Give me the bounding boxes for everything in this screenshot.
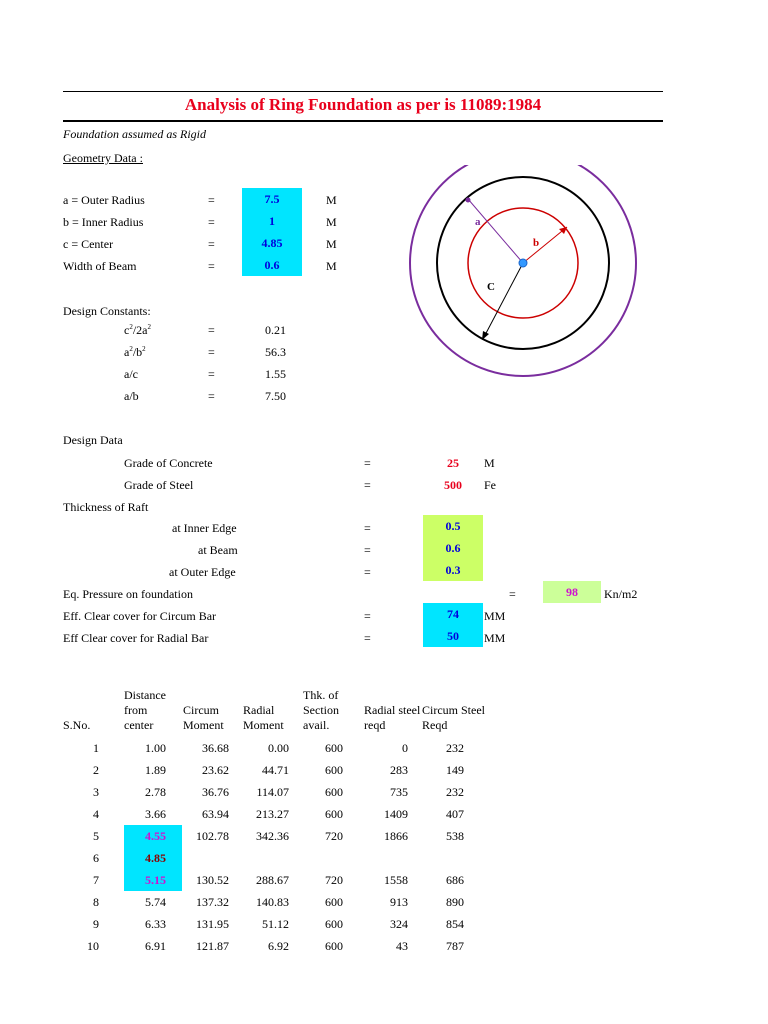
beam-thickness-value[interactable]: 0.6 [423,537,483,559]
table-cell-csteel: 407 [446,807,464,821]
constant-value: 0.21 [265,323,286,337]
table-cell-thk: 600 [325,763,343,777]
table-cell-csteel: 232 [446,785,464,799]
table-cell-sno: 7 [93,873,99,887]
header-radial-moment: Radial Moment [243,703,284,732]
table-cell-radial: 140.83 [256,895,289,909]
label-b: b [533,237,540,249]
equals-sign: = [364,631,371,645]
equals-sign: = [364,456,371,470]
table-cell-thk: 720 [325,829,343,843]
header-distance: Distance from center [124,688,166,732]
table-cell-circum: 131.95 [196,917,229,931]
table-cell-sno: 5 [93,829,99,843]
equals-sign: = [509,587,516,601]
center-point [519,259,527,267]
table-cell-dist: 4.85 [145,851,166,865]
steel-grade-unit: Fe [484,478,496,492]
concrete-grade-unit: M [484,456,495,470]
table-cell-sno: 9 [93,917,99,931]
table-cell-circum: 121.87 [196,939,229,953]
concrete-grade-value[interactable]: 25 [447,456,459,470]
constants-heading: Design Constants: [63,304,151,318]
table-cell-rsteel: 1866 [384,829,408,843]
label-c: C [487,281,495,293]
table-cell-dist: 4.55 [145,829,166,843]
table-cell-thk: 600 [325,895,343,909]
table-cell-csteel: 232 [446,741,464,755]
inner-edge-value[interactable]: 0.5 [423,515,483,537]
table-cell-circum: 130.52 [196,873,229,887]
equals-sign: = [364,521,371,535]
table-cell-csteel: 890 [446,895,464,909]
outer-edge-label: at Outer Edge [169,565,236,579]
radius-b-line [523,227,567,263]
equals-sign: = [208,215,215,229]
radius-a-marker [466,198,471,203]
page-title: Analysis of Ring Foundation as per is 11089:1984 [184,95,542,114]
table-cell-csteel: 787 [446,939,464,953]
table-cell-radial: 114.07 [256,785,289,799]
table-cell-radial: 6.92 [268,939,289,953]
constant-value: 1.55 [265,367,286,381]
table-cell-rsteel: 1409 [384,807,408,821]
table-cell-csteel: 538 [446,829,464,843]
equals-sign: = [208,193,215,207]
table-cell-sno: 1 [93,741,99,755]
beam-width-unit: M [326,259,337,273]
constant-value: 7.50 [265,389,286,403]
table-cell-csteel: 686 [446,873,464,887]
radial-cover-value[interactable]: 50 [423,625,483,647]
beam-width-label: Width of Beam [63,259,137,273]
table-cell-rsteel: 43 [396,939,408,953]
header-radial-steel: Radial steel reqd [364,703,421,732]
table-cell-circum: 36.68 [202,741,229,755]
pressure-label: Eq. Pressure on foundation [63,587,193,601]
outer-radius-label: a = Outer Radius [63,193,145,207]
outer-radius-value[interactable]: 7.5 [242,188,302,210]
header-circum-steel: Circum Steel Reqd [422,703,485,732]
constant-label: $c^2/2a^2$ [124,323,151,337]
outer-radius-unit: M [326,193,337,207]
table-cell-radial: 0.00 [268,741,289,755]
steel-grade-value[interactable]: 500 [444,478,462,492]
table-cell-circum: 63.94 [202,807,229,821]
table-cell-circum: 23.62 [202,763,229,777]
table-cell-rsteel: 0 [402,741,408,755]
table-cell-dist: 6.91 [145,939,166,953]
geometry-heading: Geometry Data : [63,151,143,165]
table-cell-circum: 102.78 [196,829,229,843]
table-cell-csteel: 149 [446,763,464,777]
table-cell-circum: 36.76 [202,785,229,799]
label-a: a [475,216,481,228]
radius-c-line [484,263,523,337]
header-circum-moment: Circum Moment [183,703,224,732]
equals-sign: = [364,609,371,623]
constant-label: a/c [124,367,138,381]
concrete-grade-label: Grade of Concrete [124,456,213,470]
header-sno: S.No. [63,718,91,732]
table-cell-radial: 213.27 [256,807,289,821]
radial-cover-label: Eff Clear cover for Radial Bar [63,631,209,645]
table-cell-thk: 720 [325,873,343,887]
table-cell-dist: 1.89 [145,763,166,777]
center-value[interactable]: 4.85 [242,232,302,254]
inner-radius-unit: M [326,215,337,229]
equals-sign: = [208,259,215,273]
inner-edge-label: at Inner Edge [172,521,237,535]
pressure-unit: Kn/m2 [604,587,638,601]
beam-width-value[interactable]: 0.6 [242,254,302,276]
table-cell-dist: 6.33 [145,917,166,931]
equals-sign: = [364,478,371,492]
table-cell-radial: 288.67 [256,873,289,887]
table-cell-dist: 5.15 [145,873,166,887]
top-rule [63,91,663,92]
pressure-value[interactable]: 98 [543,581,601,603]
table-cell-dist: 1.00 [145,741,166,755]
table-cell-rsteel: 735 [390,785,408,799]
equals-sign: = [208,367,215,381]
table-cell-csteel: 854 [446,917,464,931]
center-label: c = Center [63,237,114,251]
table-cell-circum: 137.32 [196,895,229,909]
equals-sign: = [208,237,215,251]
table-cell-dist: 5.74 [145,895,166,909]
table-cell-radial: 44.71 [262,763,289,777]
circum-cover-label: Eff. Clear cover for Circum Bar [63,609,217,623]
table-cell-rsteel: 324 [390,917,408,931]
table-cell-sno: 8 [93,895,99,909]
equals-sign: = [364,565,371,579]
header-thickness: Thk. of Section avail. [303,688,339,732]
table-cell-sno: 6 [93,851,99,865]
equals-sign: = [208,389,215,403]
table-cell-dist: 3.66 [145,807,166,821]
equals-sign: = [208,323,215,337]
ring-foundation-diagram [405,165,645,385]
title-rule [63,120,663,122]
table-cell-sno: 3 [93,785,99,799]
table-cell-thk: 600 [325,741,343,755]
equals-sign: = [364,543,371,557]
constant-label: a/b [124,389,139,403]
table-cell-sno: 2 [93,763,99,777]
table-cell-rsteel: 913 [390,895,408,909]
table-cell-thk: 600 [325,939,343,953]
table-cell-rsteel: 1558 [384,873,408,887]
table-cell-sno: 4 [93,807,99,821]
design-heading: Design Data [63,433,123,447]
beam-thickness-label: at Beam [198,543,238,557]
table-cell-radial: 342.36 [256,829,289,843]
equals-sign: = [208,345,215,359]
constant-label: $a^2/b^2$ [124,345,146,359]
inner-radius-label: b = Inner Radius [63,215,144,229]
circum-cover-value[interactable]: 74 [423,603,483,625]
table-cell-thk: 600 [325,807,343,821]
steel-grade-label: Grade of Steel [124,478,194,492]
subtitle: Foundation assumed as Rigid [63,127,206,141]
outer-ring [410,165,636,376]
radius-c-arrowhead [482,331,489,340]
table-cell-rsteel: 283 [390,763,408,777]
outer-edge-value[interactable]: 0.3 [423,559,483,581]
constant-value: 56.3 [265,345,286,359]
table-cell-thk: 600 [325,785,343,799]
raft-thickness-heading: Thickness of Raft [63,500,149,514]
radial-cover-unit: MM [484,631,506,645]
center-unit: M [326,237,337,251]
table-cell-sno: 10 [87,939,99,953]
table-cell-dist: 2.78 [145,785,166,799]
circum-cover-unit: MM [484,609,506,623]
table-cell-thk: 600 [325,917,343,931]
table-cell-radial: 51.12 [262,917,289,931]
inner-radius-value[interactable]: 1 [242,210,302,232]
